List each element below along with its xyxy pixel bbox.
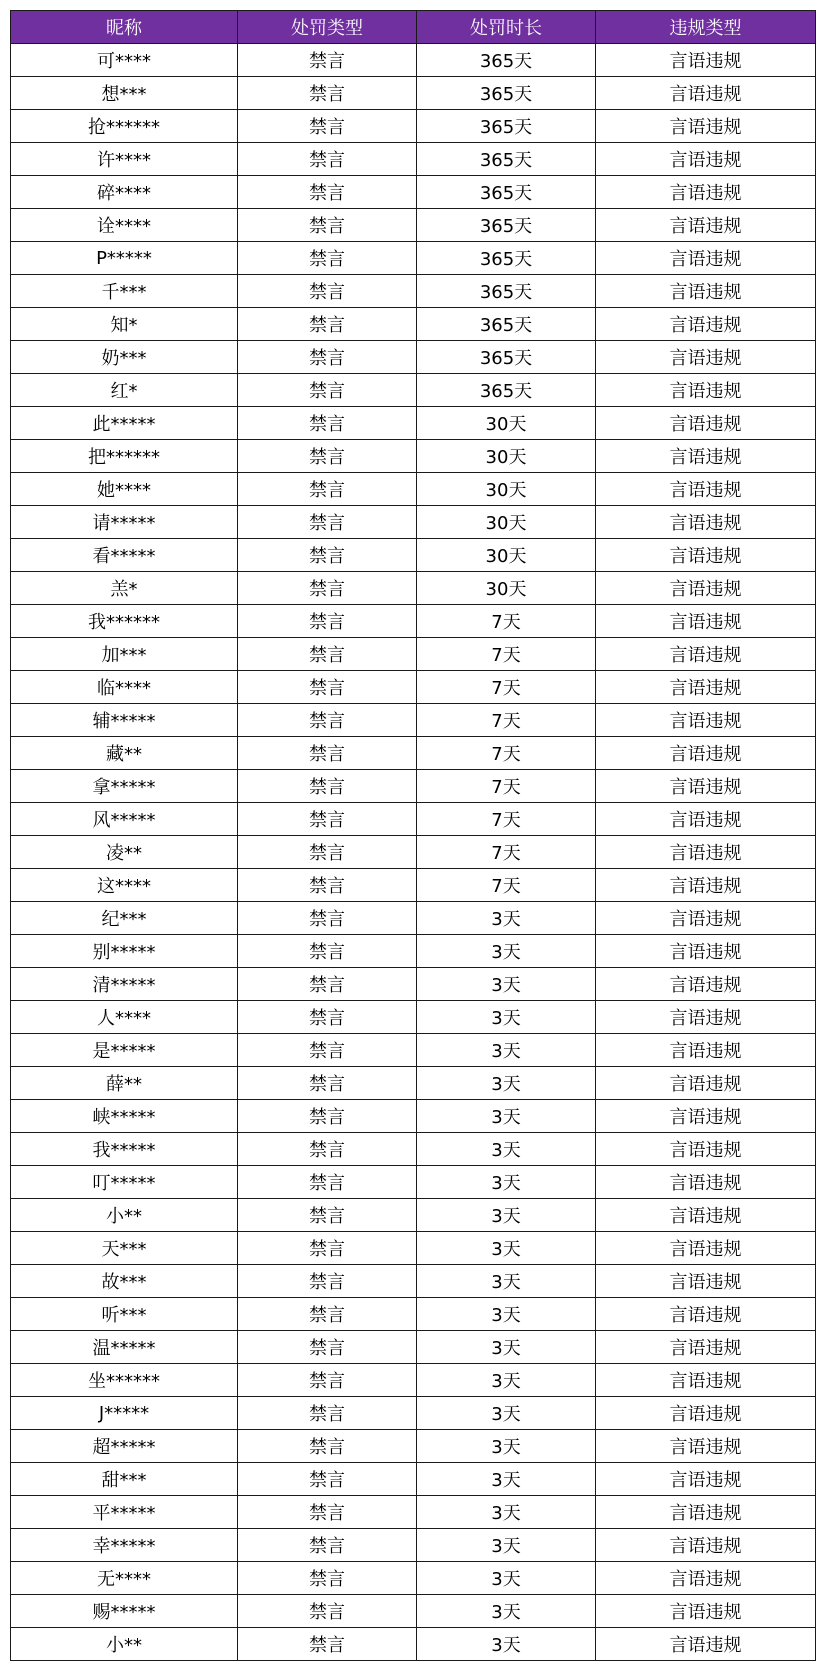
cell-violation-type: 言语违规 bbox=[596, 44, 816, 77]
table-row bbox=[11, 1562, 816, 1595]
cell-penalty-type: 禁言 bbox=[238, 341, 417, 374]
cell-violation-type: 言语违规 bbox=[596, 143, 816, 176]
cell-penalty-duration: 30天 bbox=[417, 572, 596, 605]
cell-penalty-duration: 3天 bbox=[417, 1463, 596, 1496]
cell-nickname: 超***** bbox=[11, 1430, 238, 1463]
header-nickname: 昵称 bbox=[11, 11, 238, 44]
table-row bbox=[11, 704, 816, 737]
table-row bbox=[11, 935, 816, 968]
cell-penalty-type: 禁言 bbox=[238, 1232, 417, 1265]
cell-penalty-duration: 3天 bbox=[417, 1595, 596, 1628]
cell-nickname: 纪*** bbox=[11, 902, 238, 935]
cell-violation-type: 言语违规 bbox=[596, 209, 816, 242]
cell-penalty-type: 禁言 bbox=[238, 506, 417, 539]
cell-violation-type: 言语违规 bbox=[596, 1430, 816, 1463]
cell-penalty-type: 禁言 bbox=[238, 572, 417, 605]
cell-nickname: 叮***** bbox=[11, 1166, 238, 1199]
cell-violation-type: 言语违规 bbox=[596, 737, 816, 770]
cell-nickname: 人**** bbox=[11, 1001, 238, 1034]
table-row bbox=[11, 1133, 816, 1166]
cell-penalty-type: 禁言 bbox=[238, 803, 417, 836]
table-row bbox=[11, 407, 816, 440]
cell-nickname: 碎**** bbox=[11, 176, 238, 209]
cell-penalty-type: 禁言 bbox=[238, 209, 417, 242]
cell-penalty-type: 禁言 bbox=[238, 1331, 417, 1364]
cell-violation-type: 言语违规 bbox=[596, 1100, 816, 1133]
table-row bbox=[11, 1529, 816, 1562]
cell-penalty-type: 禁言 bbox=[238, 1166, 417, 1199]
cell-penalty-duration: 365天 bbox=[417, 143, 596, 176]
cell-penalty-duration: 3天 bbox=[417, 1001, 596, 1034]
cell-penalty-duration: 3天 bbox=[417, 1562, 596, 1595]
cell-penalty-duration: 30天 bbox=[417, 506, 596, 539]
cell-penalty-duration: 365天 bbox=[417, 341, 596, 374]
cell-violation-type: 言语违规 bbox=[596, 638, 816, 671]
penalty-table-container bbox=[10, 10, 815, 1662]
table-row bbox=[11, 539, 816, 572]
cell-penalty-type: 禁言 bbox=[238, 704, 417, 737]
cell-penalty-type: 禁言 bbox=[238, 1595, 417, 1628]
cell-penalty-type: 禁言 bbox=[238, 77, 417, 110]
cell-penalty-duration: 3天 bbox=[417, 1364, 596, 1397]
cell-penalty-duration: 30天 bbox=[417, 473, 596, 506]
cell-penalty-type: 禁言 bbox=[238, 1265, 417, 1298]
cell-penalty-type: 禁言 bbox=[238, 1001, 417, 1034]
table-row bbox=[11, 1628, 816, 1661]
cell-penalty-duration: 3天 bbox=[417, 1166, 596, 1199]
cell-penalty-duration: 365天 bbox=[417, 209, 596, 242]
cell-penalty-type: 禁言 bbox=[238, 1628, 417, 1661]
cell-penalty-duration: 3天 bbox=[417, 935, 596, 968]
cell-penalty-duration: 3天 bbox=[417, 1034, 596, 1067]
header-violation-type: 违规类型 bbox=[596, 11, 816, 44]
cell-penalty-type: 禁言 bbox=[238, 242, 417, 275]
cell-penalty-type: 禁言 bbox=[238, 407, 417, 440]
cell-penalty-type: 禁言 bbox=[238, 737, 417, 770]
cell-penalty-duration: 7天 bbox=[417, 836, 596, 869]
cell-nickname: 千*** bbox=[11, 275, 238, 308]
cell-penalty-duration: 7天 bbox=[417, 737, 596, 770]
header-penalty-duration: 处罚时长 bbox=[417, 11, 596, 44]
cell-violation-type: 言语违规 bbox=[596, 1298, 816, 1331]
cell-nickname: 加*** bbox=[11, 638, 238, 671]
table-row bbox=[11, 1331, 816, 1364]
table-row bbox=[11, 440, 816, 473]
cell-penalty-type: 禁言 bbox=[238, 770, 417, 803]
cell-penalty-type: 禁言 bbox=[238, 638, 417, 671]
cell-nickname: 幸***** bbox=[11, 1529, 238, 1562]
cell-penalty-duration: 3天 bbox=[417, 1265, 596, 1298]
cell-nickname: 甜*** bbox=[11, 1463, 238, 1496]
cell-penalty-type: 禁言 bbox=[238, 1496, 417, 1529]
cell-violation-type: 言语违规 bbox=[596, 77, 816, 110]
cell-penalty-type: 禁言 bbox=[238, 1529, 417, 1562]
cell-penalty-type: 禁言 bbox=[238, 1100, 417, 1133]
table-row bbox=[11, 770, 816, 803]
penalty-table bbox=[10, 10, 816, 1661]
cell-nickname: 拿***** bbox=[11, 770, 238, 803]
cell-nickname: 请***** bbox=[11, 506, 238, 539]
table-row bbox=[11, 605, 816, 638]
cell-penalty-duration: 3天 bbox=[417, 1529, 596, 1562]
table-row bbox=[11, 1265, 816, 1298]
cell-violation-type: 言语违规 bbox=[596, 1529, 816, 1562]
cell-violation-type: 言语违规 bbox=[596, 275, 816, 308]
cell-penalty-duration: 3天 bbox=[417, 1496, 596, 1529]
cell-penalty-duration: 3天 bbox=[417, 1232, 596, 1265]
cell-penalty-type: 禁言 bbox=[238, 1298, 417, 1331]
cell-nickname: 是***** bbox=[11, 1034, 238, 1067]
cell-penalty-duration: 30天 bbox=[417, 440, 596, 473]
table-row bbox=[11, 473, 816, 506]
cell-nickname: 许**** bbox=[11, 143, 238, 176]
table-row bbox=[11, 1034, 816, 1067]
table-row bbox=[11, 308, 816, 341]
cell-penalty-type: 禁言 bbox=[238, 143, 417, 176]
cell-violation-type: 言语违规 bbox=[596, 935, 816, 968]
cell-violation-type: 言语违规 bbox=[596, 803, 816, 836]
cell-violation-type: 言语违规 bbox=[596, 902, 816, 935]
table-row bbox=[11, 176, 816, 209]
cell-penalty-type: 禁言 bbox=[238, 275, 417, 308]
cell-violation-type: 言语违规 bbox=[596, 968, 816, 1001]
cell-penalty-duration: 3天 bbox=[417, 902, 596, 935]
table-row bbox=[11, 836, 816, 869]
cell-nickname: 凌** bbox=[11, 836, 238, 869]
table-row bbox=[11, 1232, 816, 1265]
cell-penalty-type: 禁言 bbox=[238, 44, 417, 77]
cell-nickname: 小** bbox=[11, 1628, 238, 1661]
cell-penalty-duration: 3天 bbox=[417, 1100, 596, 1133]
table-row bbox=[11, 44, 816, 77]
cell-penalty-type: 禁言 bbox=[238, 473, 417, 506]
cell-violation-type: 言语违规 bbox=[596, 110, 816, 143]
cell-penalty-duration: 365天 bbox=[417, 308, 596, 341]
table-row bbox=[11, 341, 816, 374]
cell-penalty-duration: 3天 bbox=[417, 1397, 596, 1430]
cell-nickname: 风***** bbox=[11, 803, 238, 836]
cell-violation-type: 言语违规 bbox=[596, 671, 816, 704]
table-body bbox=[11, 44, 816, 1661]
cell-penalty-type: 禁言 bbox=[238, 968, 417, 1001]
cell-penalty-duration: 3天 bbox=[417, 1298, 596, 1331]
cell-violation-type: 言语违规 bbox=[596, 473, 816, 506]
cell-penalty-duration: 365天 bbox=[417, 374, 596, 407]
cell-nickname: 她**** bbox=[11, 473, 238, 506]
cell-penalty-type: 禁言 bbox=[238, 1463, 417, 1496]
cell-violation-type: 言语违规 bbox=[596, 1265, 816, 1298]
cell-violation-type: 言语违规 bbox=[596, 1199, 816, 1232]
table-row bbox=[11, 209, 816, 242]
cell-nickname: 我****** bbox=[11, 605, 238, 638]
cell-nickname: 看***** bbox=[11, 539, 238, 572]
cell-penalty-duration: 365天 bbox=[417, 77, 596, 110]
header-penalty-type: 处罚类型 bbox=[238, 11, 417, 44]
cell-penalty-type: 禁言 bbox=[238, 1430, 417, 1463]
cell-penalty-type: 禁言 bbox=[238, 1562, 417, 1595]
table-row bbox=[11, 506, 816, 539]
cell-nickname: 峡***** bbox=[11, 1100, 238, 1133]
table-row bbox=[11, 638, 816, 671]
cell-penalty-duration: 7天 bbox=[417, 605, 596, 638]
cell-penalty-duration: 3天 bbox=[417, 968, 596, 1001]
cell-penalty-duration: 365天 bbox=[417, 275, 596, 308]
cell-nickname: 平***** bbox=[11, 1496, 238, 1529]
cell-violation-type: 言语违规 bbox=[596, 539, 816, 572]
cell-violation-type: 言语违规 bbox=[596, 572, 816, 605]
cell-penalty-type: 禁言 bbox=[238, 176, 417, 209]
cell-penalty-duration: 3天 bbox=[417, 1331, 596, 1364]
table-row bbox=[11, 1430, 816, 1463]
cell-nickname: 临**** bbox=[11, 671, 238, 704]
cell-penalty-duration: 7天 bbox=[417, 638, 596, 671]
cell-penalty-duration: 7天 bbox=[417, 803, 596, 836]
cell-violation-type: 言语违规 bbox=[596, 1364, 816, 1397]
cell-violation-type: 言语违规 bbox=[596, 836, 816, 869]
cell-penalty-duration: 7天 bbox=[417, 704, 596, 737]
cell-nickname: 薛** bbox=[11, 1067, 238, 1100]
cell-nickname: 天*** bbox=[11, 1232, 238, 1265]
cell-nickname: 辅***** bbox=[11, 704, 238, 737]
table-row bbox=[11, 572, 816, 605]
cell-penalty-type: 禁言 bbox=[238, 308, 417, 341]
cell-penalty-duration: 3天 bbox=[417, 1199, 596, 1232]
cell-penalty-type: 禁言 bbox=[238, 869, 417, 902]
table-row bbox=[11, 737, 816, 770]
cell-violation-type: 言语违规 bbox=[596, 1067, 816, 1100]
cell-violation-type: 言语违规 bbox=[596, 242, 816, 275]
cell-penalty-type: 禁言 bbox=[238, 1133, 417, 1166]
cell-penalty-type: 禁言 bbox=[238, 1397, 417, 1430]
cell-penalty-type: 禁言 bbox=[238, 1034, 417, 1067]
cell-penalty-type: 禁言 bbox=[238, 110, 417, 143]
cell-nickname: 我***** bbox=[11, 1133, 238, 1166]
table-row bbox=[11, 1364, 816, 1397]
cell-violation-type: 言语违规 bbox=[596, 1628, 816, 1661]
cell-penalty-duration: 7天 bbox=[417, 770, 596, 803]
table-row bbox=[11, 374, 816, 407]
table-row bbox=[11, 1100, 816, 1133]
cell-nickname: 别***** bbox=[11, 935, 238, 968]
cell-nickname: 赐***** bbox=[11, 1595, 238, 1628]
cell-nickname: 知* bbox=[11, 308, 238, 341]
cell-violation-type: 言语违规 bbox=[596, 1496, 816, 1529]
table-row bbox=[11, 1397, 816, 1430]
cell-penalty-duration: 30天 bbox=[417, 407, 596, 440]
table-row bbox=[11, 1496, 816, 1529]
cell-penalty-type: 禁言 bbox=[238, 539, 417, 572]
cell-penalty-duration: 3天 bbox=[417, 1430, 596, 1463]
table-row bbox=[11, 968, 816, 1001]
table-row bbox=[11, 1199, 816, 1232]
cell-nickname: 这**** bbox=[11, 869, 238, 902]
cell-penalty-duration: 3天 bbox=[417, 1133, 596, 1166]
cell-penalty-duration: 3天 bbox=[417, 1628, 596, 1661]
cell-nickname: 坐****** bbox=[11, 1364, 238, 1397]
cell-penalty-type: 禁言 bbox=[238, 671, 417, 704]
cell-penalty-duration: 30天 bbox=[417, 539, 596, 572]
cell-violation-type: 言语违规 bbox=[596, 770, 816, 803]
cell-penalty-type: 禁言 bbox=[238, 440, 417, 473]
cell-penalty-type: 禁言 bbox=[238, 1364, 417, 1397]
cell-violation-type: 言语违规 bbox=[596, 1232, 816, 1265]
table-row bbox=[11, 242, 816, 275]
header-row bbox=[11, 11, 816, 44]
cell-violation-type: 言语违规 bbox=[596, 407, 816, 440]
cell-penalty-duration: 3天 bbox=[417, 1067, 596, 1100]
table-row bbox=[11, 143, 816, 176]
cell-penalty-type: 禁言 bbox=[238, 836, 417, 869]
cell-penalty-type: 禁言 bbox=[238, 1067, 417, 1100]
cell-penalty-duration: 365天 bbox=[417, 110, 596, 143]
cell-nickname: 诠**** bbox=[11, 209, 238, 242]
table-row bbox=[11, 110, 816, 143]
cell-nickname: 奶*** bbox=[11, 341, 238, 374]
cell-nickname: 故*** bbox=[11, 1265, 238, 1298]
cell-nickname: 可**** bbox=[11, 44, 238, 77]
cell-nickname: 听*** bbox=[11, 1298, 238, 1331]
table-row bbox=[11, 671, 816, 704]
cell-violation-type: 言语违规 bbox=[596, 1166, 816, 1199]
table-row bbox=[11, 1463, 816, 1496]
cell-nickname: 清***** bbox=[11, 968, 238, 1001]
cell-violation-type: 言语违规 bbox=[596, 1001, 816, 1034]
cell-violation-type: 言语违规 bbox=[596, 1397, 816, 1430]
table-row bbox=[11, 1298, 816, 1331]
cell-nickname: 想*** bbox=[11, 77, 238, 110]
cell-nickname: 羔* bbox=[11, 572, 238, 605]
cell-violation-type: 言语违规 bbox=[596, 506, 816, 539]
cell-violation-type: 言语违规 bbox=[596, 440, 816, 473]
cell-nickname: J***** bbox=[11, 1397, 238, 1430]
cell-nickname: 红* bbox=[11, 374, 238, 407]
cell-violation-type: 言语违规 bbox=[596, 605, 816, 638]
cell-penalty-type: 禁言 bbox=[238, 902, 417, 935]
table-row bbox=[11, 1595, 816, 1628]
cell-violation-type: 言语违规 bbox=[596, 374, 816, 407]
cell-penalty-type: 禁言 bbox=[238, 374, 417, 407]
table-row bbox=[11, 869, 816, 902]
cell-penalty-duration: 365天 bbox=[417, 242, 596, 275]
cell-violation-type: 言语违规 bbox=[596, 704, 816, 737]
cell-violation-type: 言语违规 bbox=[596, 308, 816, 341]
cell-penalty-type: 禁言 bbox=[238, 935, 417, 968]
cell-nickname: 无**** bbox=[11, 1562, 238, 1595]
cell-penalty-type: 禁言 bbox=[238, 1199, 417, 1232]
table-row bbox=[11, 803, 816, 836]
cell-violation-type: 言语违规 bbox=[596, 341, 816, 374]
cell-penalty-duration: 365天 bbox=[417, 44, 596, 77]
cell-violation-type: 言语违规 bbox=[596, 1562, 816, 1595]
cell-penalty-duration: 365天 bbox=[417, 176, 596, 209]
cell-violation-type: 言语违规 bbox=[596, 1595, 816, 1628]
table-header bbox=[11, 11, 816, 44]
cell-penalty-duration: 7天 bbox=[417, 869, 596, 902]
cell-penalty-duration: 7天 bbox=[417, 671, 596, 704]
cell-penalty-type: 禁言 bbox=[238, 605, 417, 638]
cell-nickname: 温***** bbox=[11, 1331, 238, 1364]
table-row bbox=[11, 1067, 816, 1100]
cell-nickname: 抢****** bbox=[11, 110, 238, 143]
table-row bbox=[11, 902, 816, 935]
cell-nickname: 把****** bbox=[11, 440, 238, 473]
cell-nickname: 此***** bbox=[11, 407, 238, 440]
cell-violation-type: 言语违规 bbox=[596, 1034, 816, 1067]
table-row bbox=[11, 1166, 816, 1199]
cell-nickname: 小** bbox=[11, 1199, 238, 1232]
cell-violation-type: 言语违规 bbox=[596, 1463, 816, 1496]
cell-nickname: 藏** bbox=[11, 737, 238, 770]
cell-nickname: P***** bbox=[11, 242, 238, 275]
cell-violation-type: 言语违规 bbox=[596, 869, 816, 902]
table-row bbox=[11, 77, 816, 110]
cell-violation-type: 言语违规 bbox=[596, 1331, 816, 1364]
cell-violation-type: 言语违规 bbox=[596, 1133, 816, 1166]
table-row bbox=[11, 1001, 816, 1034]
cell-violation-type: 言语违规 bbox=[596, 176, 816, 209]
table-row bbox=[11, 275, 816, 308]
